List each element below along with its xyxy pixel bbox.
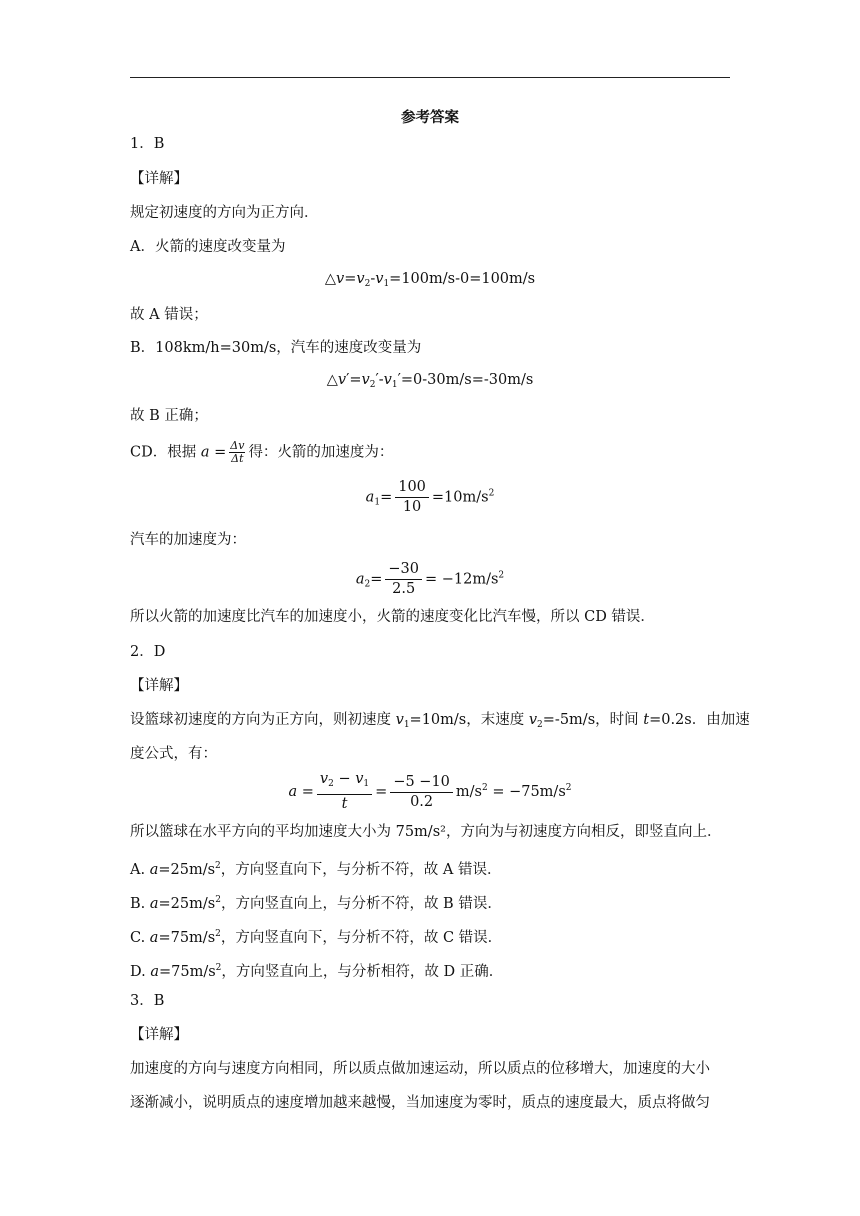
q2-option-b: B. $a=25m/s^2$，方向竖直向上，与分析不符，故 B 错误．: [130, 895, 502, 912]
q1-cd-fraction: [229, 440, 245, 465]
q2-frac1-den: t: [341, 796, 348, 812]
header-rule: [130, 77, 730, 78]
q1-cd-suffix: 得：火箭的加速度为：: [248, 444, 394, 461]
q2-unit: m/s: [455, 784, 482, 800]
q2-answer: 2．D: [130, 644, 166, 660]
q2-detail-heading: 【详解】: [130, 678, 188, 694]
q2-para2: 度公式，有：: [130, 746, 217, 762]
q1-b-formula: $\triangle v'=v_2'-v_1'=0-30m/s=-30m/s$: [326, 372, 534, 390]
q1-intro: 规定初速度的方向为正方向．: [130, 205, 319, 221]
q1-a2-result: = −12m/s: [424, 571, 499, 588]
q3-detail-heading: 【详解】: [130, 1027, 188, 1043]
q1-detail-heading: 【详解】: [130, 171, 188, 187]
q1-a2-formula: $a_2=$ $\frac{-30}{2.5}$ = $-12m/s^2$: [355, 561, 505, 597]
q1-a2-num: −30: [385, 560, 422, 580]
q1-a-formula: $\triangle v=v_2-v_1=100m/s-0=100m/s$: [324, 271, 536, 289]
q1-conclusion: 所以火箭的加速度比汽车的加速度小，火箭的速度变化比汽车慢，所以 CD 错误．: [130, 609, 655, 625]
q1-cd-frac-den: Δt: [231, 452, 244, 465]
q1-cd-line: CD．根据 a = $\frac{\Delta v}{\Delta t}$ 得：火箭的加速度为：: [130, 439, 394, 465]
q1-a1-formula: $a_1=$ $\frac{100}{10}$ $=10m/s^2$: [365, 479, 495, 515]
q1-b-label: B．108km/h=30m/s，汽车的速度改变量为: [130, 340, 422, 356]
q1-a2-den: 2.5: [392, 581, 416, 597]
q2-conclusion: 所以篮球在水平方向的平均加速度大小为 75m/s²，方向为与初速度方向相反，即竖直向上．: [130, 824, 722, 840]
q2-option-c: C. $a=75m/s^2$，方向竖直向下，与分析不符，故 C 错误．: [130, 929, 503, 946]
q1-a1-result: =10m/s: [431, 489, 489, 506]
q3-answer: 3．B: [130, 993, 165, 1009]
q2-option-d: D. $a=75m/s^2$，方向竖直向上，与分析相符，故 D 正确．: [130, 963, 504, 980]
q3-line1: 加速度的方向与速度方向相同，所以质点做加速运动，所以质点的位移增大，加速度的大小: [130, 1061, 710, 1077]
q1-a1-num: 100: [395, 478, 429, 498]
q1-a-conclusion: 故 A 错误；: [130, 307, 208, 323]
q1-cd-prefix: CD．根据: [130, 444, 197, 461]
q1-cd-frac-num: Δv: [230, 439, 245, 452]
q1-b-formula-rhs: =0-30m/s=-30m/s: [400, 372, 534, 388]
page-title: 参考答案: [401, 109, 459, 126]
q2-frac2-num: −5 −10: [390, 773, 453, 793]
q2-frac2-den: 0.2: [410, 793, 434, 810]
q1-a-label: A．火箭的速度改变量为: [130, 239, 286, 255]
q2-formula: a = $\frac{v_2 - v_1}{t}$ = $\frac{-5 -10}{0.2}$ $m/s^2 = -75m/s^2$: [288, 771, 572, 812]
q1-a1-den: 10: [402, 499, 422, 515]
q3-line2: 逐渐减小，说明质点的速度增加越来越慢，当加速度为零时，质点的速度最大，质点将做匀: [130, 1095, 710, 1111]
q2-result: = −75m/s: [492, 784, 566, 800]
q2-option-a: A. $a=25m/s^2$，方向竖直向下，与分析不符，故 A 错误．: [130, 861, 502, 878]
q2-para1: 设篮球初速度的方向为正方向，则初速度 $v_1=10m/s$，末速度 $v_2=-5m/s$，时间 t=0.2s．由加速: [130, 712, 750, 730]
q1-car-label: 汽车的加速度为：: [130, 532, 246, 548]
q1-a-formula-rhs: =100m/s-0=100m/s: [389, 271, 536, 287]
q1-answer: 1．B: [130, 136, 165, 152]
q1-b-conclusion: 故 B 正确；: [130, 408, 208, 424]
